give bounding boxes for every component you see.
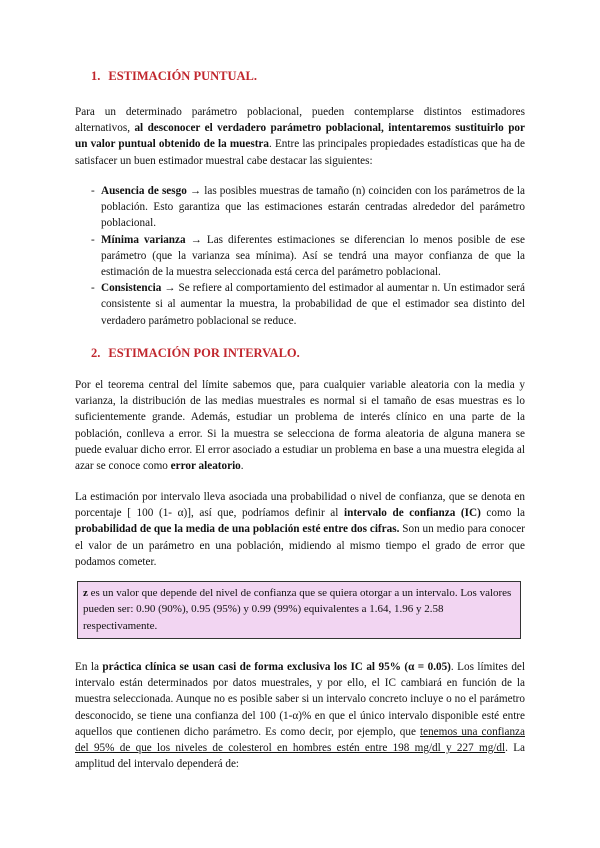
callout-z: z bbox=[83, 587, 88, 599]
list-dash: - bbox=[91, 282, 95, 295]
list-item-term: Mínima varianza bbox=[101, 233, 186, 246]
intro-text-bold: al desconocer el verdadero parámetro poblacional, intentaremos sustituirlo por un valor puntual obtenido de la muestra bbox=[75, 122, 525, 151]
list-item bbox=[75, 280, 525, 329]
intro-text-a: Para un determinado parámetro poblacional, pueden contemplarse distintos estimadores alternativos, bbox=[75, 106, 525, 135]
list-item-term: Ausencia de sesgo bbox=[101, 185, 187, 197]
para2-bold-ic: intervalo de confianza (IC) bbox=[344, 507, 481, 520]
section-2-title: ESTIMACIÓN POR INTERVALO. bbox=[108, 346, 300, 360]
list-item-text: → Se refiere al comportamiento del estimador al aumentar n. Un estimador será consistente si al aumentar la muestra, la probabilidad de que el estimador sea distinto del verdadero parámetro poblacional se reduce. bbox=[101, 282, 525, 327]
intro-text-c: . Entre las principales propiedades estadísticas que ha de satisfacer un buen estimador muestral cabe destacar las siguientes: bbox=[75, 138, 525, 167]
section-1-title: ESTIMACIÓN PUNTUAL. bbox=[108, 69, 258, 83]
para3-text-c: . Los límites del intervalo están determinados por datos muestrales, y por ello, el IC cambiará en función de la muestra seleccionada. Aunque no es posible saber si un intervalo concreto incluye o no el parámetro desconocido, se tiene una confianza del 100 (1-α)% en que el único intervalo disponible esté entre aquellos que contienen dicho parámetro. Es como decir, por ejemplo, que bbox=[75, 661, 525, 738]
section-2-number: 2. bbox=[91, 346, 101, 360]
para2-text-e: Son un medio para conocer el valor de un parámetro en una población, midiendo al mismo tiempo el grado de error que podamos cometer. bbox=[75, 523, 525, 568]
list-item-text: → Las diferentes estimaciones se diferencian lo menos posible de ese parámetro (que la varianza sea mínima). Así se tendrá una mayor confianza de que la estimación de la muestra seleccionada está cerca del parámetro poblacional. bbox=[101, 233, 525, 279]
list-dash: - bbox=[91, 185, 95, 197]
para2-text-a: La estimación por intervalo lleva asociada una probabilidad o nivel de confianza, que se denota en porcentaje [ 100 (1- α)], así que, podríamos definir al bbox=[75, 491, 525, 520]
section-2-heading bbox=[91, 346, 300, 361]
list-dash: - bbox=[91, 233, 95, 246]
z-value-callout bbox=[77, 581, 521, 639]
section-2-paragraph-1 bbox=[75, 377, 525, 474]
list-item-term: Consistencia bbox=[101, 282, 162, 295]
para1-text: Por el teorema central del límite sabemos que, para cualquier variable aleatoria con la media y varianza, la distribución de las medias muestrales es normal si el tamaño de esas muestras es lo suficientemente grande. Además, estudiar un problema de interés clínico en una parte de la población, conlleva a error. Si la muestra se selecciona de forma aleatoria de alguna manera se puede evaluar dicho error. El error asociado a estudiar un problema en base a una muestra elegida al azar se conoce como bbox=[75, 379, 525, 473]
para3-underlined: tenemos una confianza del 95% de que los niveles de colesterol en hombres estén entre 198 mg/dl y 227 mg/dl bbox=[75, 725, 525, 755]
para3-bold: práctica clínica se usan casi de forma exclusiva los IC al 95% (α = 0.05) bbox=[102, 661, 451, 673]
para2-bold-definition: probabilidad de que la media de una población esté entre dos cifras. bbox=[75, 523, 400, 536]
para3-text-a: En la bbox=[75, 661, 103, 673]
section-2-paragraph-3 bbox=[75, 659, 525, 772]
section-1-heading bbox=[91, 69, 257, 84]
section-1-intro bbox=[75, 104, 525, 169]
para1-bold: error aleatorio bbox=[170, 460, 241, 473]
para1-end: . bbox=[240, 460, 244, 473]
section-2-paragraph-2 bbox=[75, 489, 525, 570]
intro-paragraph bbox=[75, 104, 525, 169]
para2-text-c: como la bbox=[480, 507, 525, 520]
para3-text-e: . La amplitud del intervalo dependerá de: bbox=[75, 742, 525, 771]
list-item bbox=[75, 232, 525, 281]
list-item bbox=[75, 183, 525, 232]
callout-text: es un valor que depende del nivel de confianza que se quiera otorgar a un intervalo. Los valores pueden ser: 0.90 (90%), 0.95 (95%) y 0.99 (99%) equivalentes a 1.64, 1.96 y 2.58 respectivamente. bbox=[83, 587, 512, 632]
list-item-text: → las posibles muestras de tamaño (n) coinciden con los parámetros de la población. Esto garantiza que las estimaciones estarán centradas alrededor del parámetro poblacional. bbox=[101, 185, 525, 230]
properties-list bbox=[75, 183, 525, 329]
section-1-number: 1. bbox=[91, 69, 101, 83]
